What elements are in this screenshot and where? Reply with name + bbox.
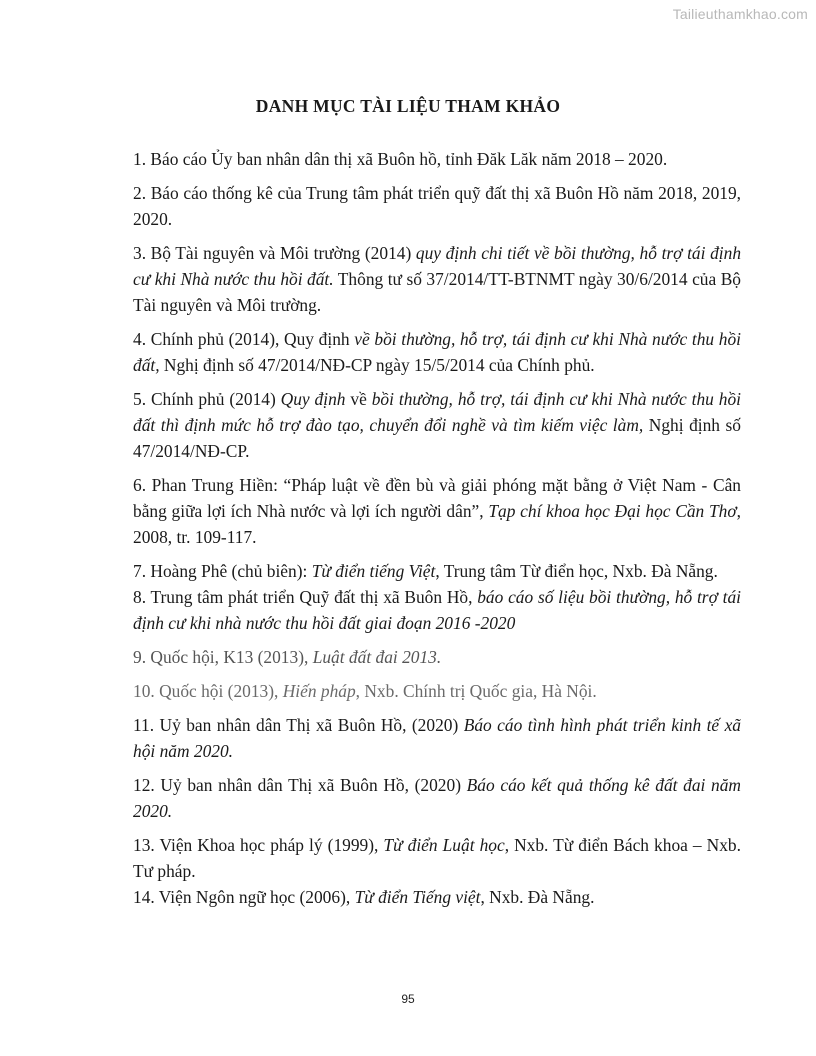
reference-title: Tạp chí khoa học Đại học Cần Thơ xyxy=(488,501,737,521)
reference-item xyxy=(133,240,741,318)
reference-title: Báo cáo tình hình phát triển kinh tế xã hội năm 2020. xyxy=(133,715,742,761)
reference-text: , Nxb. Từ điển Bách khoa – Nxb. Tư pháp. xyxy=(133,835,741,881)
reference-title: về bồi thường, hỗ trợ, tái định cư khi Nhà nước thu hồi đất, xyxy=(133,329,741,375)
reference-item xyxy=(133,772,741,824)
reference-title: Luật đất đai 2013. xyxy=(312,647,442,667)
reference-item xyxy=(133,146,741,172)
reference-item xyxy=(133,180,741,232)
reference-text: 14. Viện Ngôn ngữ học (2006), xyxy=(133,887,355,907)
reference-text: 4. Chính phủ (2014), Quy định xyxy=(133,329,355,349)
reference-item xyxy=(133,472,741,550)
reference-text: Nghị định số 47/2014/NĐ-CP. xyxy=(133,415,741,461)
reference-text: , 2008, tr. 109-117. xyxy=(133,501,741,547)
reference-text: 9. Quốc hội, K13 (2013), xyxy=(133,647,313,667)
reference-text: 3. Bộ Tài nguyên và Môi trường (2014) xyxy=(133,243,416,263)
reference-item xyxy=(133,326,741,378)
reference-text: về xyxy=(345,389,372,409)
reference-text: 5. Chính phủ (2014) xyxy=(133,389,281,409)
reference-text: 12. Uỷ ban nhân dân Thị xã Buôn Hồ, (2020) xyxy=(133,775,467,795)
reference-item xyxy=(133,558,741,584)
reference-item xyxy=(133,678,741,704)
reference-item xyxy=(133,644,741,670)
reference-text: , Trung tâm Từ điển học, Nxb. Đà Nẵng. xyxy=(435,561,718,581)
reference-title: Từ điển Tiếng việt xyxy=(354,887,481,907)
reference-title: Từ điển tiếng Việt xyxy=(311,561,436,581)
reference-text: Nghị định số 47/2014/NĐ-CP ngày 15/5/2014 của Chính phủ. xyxy=(159,355,595,375)
reference-title: Báo cáo kết quả thống kê đất đai năm 2020. xyxy=(133,775,741,821)
watermark-text: Tailieuthamkhao.com xyxy=(672,6,808,22)
reference-text: 2. Báo cáo thống kê của Trung tâm phát triển quỹ đất thị xã Buôn Hồ năm 2018, 2019, 2020. xyxy=(133,183,741,229)
reference-title: Hiến pháp xyxy=(282,681,356,701)
reference-text: 8. Trung tâm phát triển Quỹ đất thị xã Buôn Hồ, xyxy=(133,587,478,607)
reference-title: Từ điển Luật học xyxy=(383,835,505,855)
reference-text: , Nxb. Chính trị Quốc gia, Hà Nội. xyxy=(355,681,597,701)
page-title: DANH MỤC TÀI LIỆU THAM KHẢO xyxy=(255,96,561,116)
reference-item xyxy=(133,584,741,636)
reference-text: Thông tư số 37/2014/TT-BTNMT ngày 30/6/2014 của Bộ Tài nguyên và Môi trường. xyxy=(133,269,741,315)
reference-title: quy định chi tiết về bồi thường, hỗ trợ tái định cư khi Nhà nước thu hồi đất. xyxy=(133,243,742,289)
reference-text: 10. Quốc hội (2013), xyxy=(133,681,283,701)
reference-text: 1. Báo cáo Ủy ban nhân dân thị xã Buôn hồ, tỉnh Đăk Lăk năm 2018 – 2020. xyxy=(133,149,668,169)
reference-item xyxy=(133,884,741,910)
reference-text: , Nxb. Đà Nẵng. xyxy=(480,887,595,907)
reference-item xyxy=(133,832,741,884)
reference-item xyxy=(133,712,741,764)
reference-item xyxy=(133,386,741,464)
reference-title: Quy định xyxy=(280,389,346,409)
page-number: 95 xyxy=(401,992,415,1006)
reference-text: 11. Uỷ ban nhân dân Thị xã Buôn Hồ, (2020) xyxy=(133,715,464,735)
reference-title: báo cáo số liệu bồi thường, hỗ trợ tái định cư khi nhà nước thu hồi đất giai đoạn 2016 -2020 xyxy=(133,587,741,633)
reference-text: 6. Phan Trung Hiền: “Pháp luật về đền bù và giải phóng mặt bằng ở Việt Nam - Cân bằng giữa lợi ích Nhà nước và lợi ích người dân”, xyxy=(133,475,741,521)
reference-title: bồi thường, hỗ trợ, tái định cư khi Nhà nước thu hồi đất thì định mức hỗ trợ đào tạo, chuyển đổi nghề và tìm kiếm việc làm, xyxy=(133,389,741,435)
reference-list xyxy=(133,146,741,918)
reference-text: 13. Viện Khoa học pháp lý (1999), xyxy=(133,835,384,855)
reference-text: 7. Hoàng Phê (chủ biên): xyxy=(133,561,312,581)
